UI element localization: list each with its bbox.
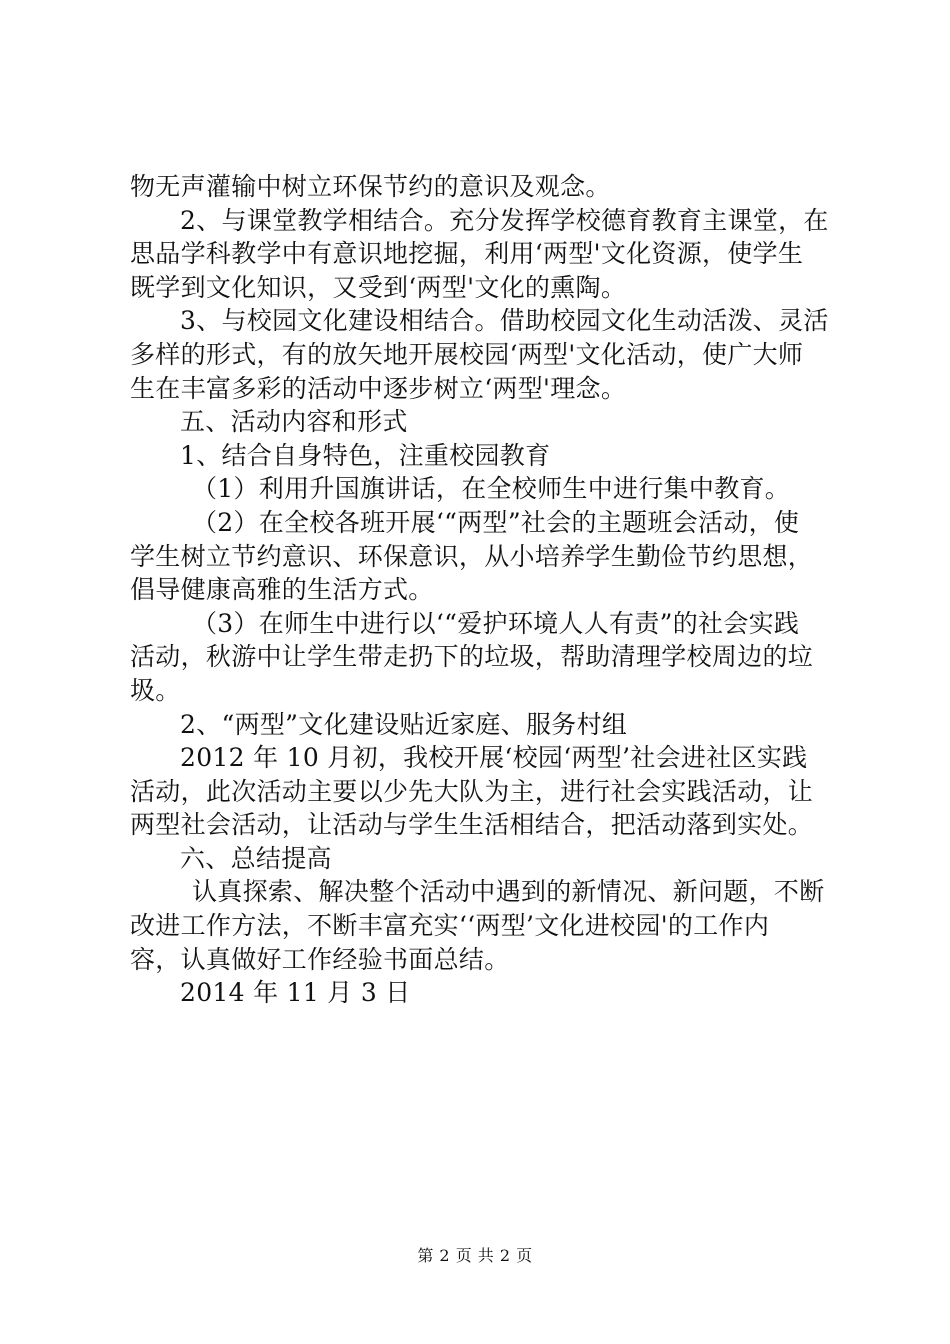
text-line: 2、与课堂教学相结合。充分发挥学校德育教育主课堂，在 bbox=[180, 205, 829, 235]
document-date: 2014 年 11 月 3 日 bbox=[180, 978, 411, 1008]
section-heading: 六、总结提高 bbox=[180, 843, 332, 873]
text-line: 学生树立节约意识、环保意识，从小培养学生勤俭节约思想， bbox=[130, 541, 814, 571]
text-line: 倡导健康高雅的生活方式。 bbox=[130, 575, 434, 605]
text-line: 既学到文化知识，又受到‘两型'文化的熏陶。 bbox=[130, 272, 627, 302]
page-number: 第 2 页 共 2 页 bbox=[417, 1246, 533, 1265]
text-line: 两型社会活动，让活动与学生生活相结合，把活动落到实处。 bbox=[130, 810, 814, 840]
text-line: （2）在全校各班开展‘“两型”社会的主题班会活动，使 bbox=[192, 507, 800, 537]
text-line: 活动，秋游中让学生带走扔下的垃圾，帮助清理学校周边的垃 bbox=[130, 642, 814, 672]
text-line: 容，认真做好工作经验书面总结。 bbox=[130, 944, 510, 974]
page-footer bbox=[0, 1243, 950, 1266]
document-body bbox=[130, 170, 830, 1010]
section-heading: 五、活动内容和形式 bbox=[180, 407, 408, 437]
text-line: （1）利用升国旗讲话，在全校师生中进行集中教育。 bbox=[192, 474, 791, 504]
text-line: 思品学科教学中有意识地挖掘，利用‘两型'文化资源，使学生 bbox=[130, 239, 804, 269]
text-line: 多样的形式，有的放矢地开展校园‘两型'文化活动，使广大师 bbox=[130, 339, 804, 369]
text-line: 物无声灌输中树立环保节约的意识及观念。 bbox=[130, 172, 611, 201]
text-line: （3）在师生中进行以‘“爱护环境人人有责”的社会实践 bbox=[192, 608, 800, 638]
subsection-heading: 1、结合自身特色，注重校园教育 bbox=[180, 440, 551, 470]
text-line: 3、与校园文化建设相结合。借助校园文化生动活泼、灵活 bbox=[180, 306, 829, 336]
text-line: 2012 年 10 月初，我校开展‘校园‘两型’社会进社区实践 bbox=[180, 743, 808, 773]
text-line: 认真探索、解决整个活动中遇到的新情况、新问题，不断 bbox=[192, 877, 825, 907]
subsection-heading: 2、“两型”文化建设贴近家庭、服务村组 bbox=[180, 709, 628, 739]
text-line: 改进工作方法，不断丰富充实‘‘两型’文化进校园'的工作内 bbox=[130, 911, 770, 941]
text-line: 生在丰富多彩的活动中逐步树立‘两型'理念。 bbox=[130, 373, 627, 403]
text-line: 圾。 bbox=[130, 675, 181, 705]
text-line: 活动，此次活动主要以少先大队为主，进行社会实践活动，让 bbox=[130, 776, 814, 806]
